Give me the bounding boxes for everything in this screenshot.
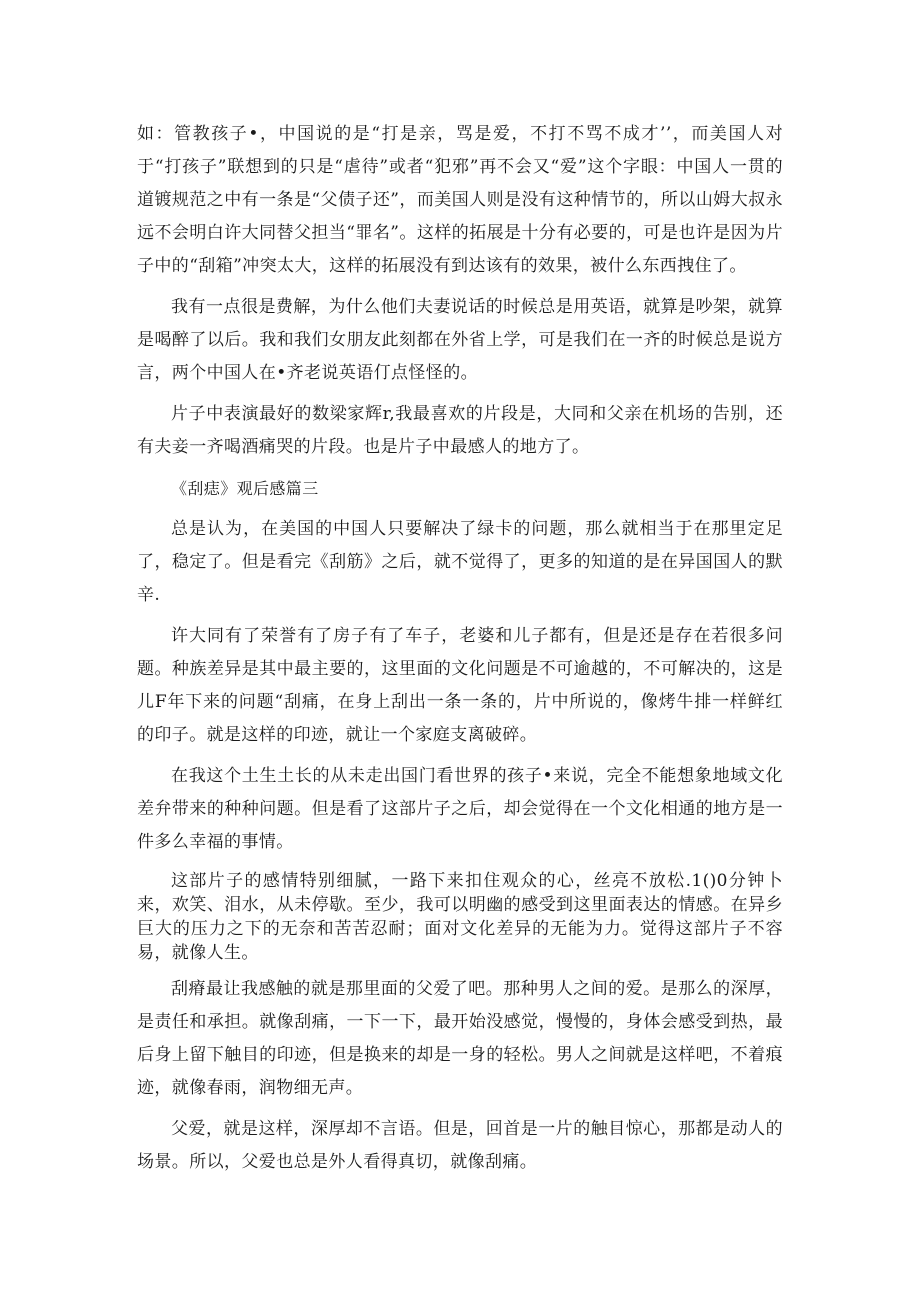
document-page <box>137 118 783 1179</box>
paragraph-4: 总是认为，在美国的中国人只要解决了绿卡的问题，那么就相当于在那里定足了，稳定了。但是看完《刮筋》之后，就不觉得了，更多的知道的是在异国国人的默辛. <box>137 519 783 605</box>
paragraph-6: 在我这个土生土长的从未走出国门看世界的孩子•来说，完全不能想象地域文化差弁带来的种种问题。但是看了这部片子之后，却会觉得在一个文化相通的地方是一件多么幸福的事情。 <box>137 766 783 852</box>
paragraph-7: 这部片子的感情特别细腻，一路下来扣住观众的心，丝亮不放松.1()0分钟卜来，欢笑、泪水，从未停歇。至少，我可以明幽的感受到这里面表达的情感。在异乡巨大的压力之下的无奈和苦苦忍耐；面对文化差异的无能为力。觉得这部片子不容易，就像人生。 <box>137 871 783 963</box>
paragraph-1: 如：管教孩子•，中国说的是“打是亲，骂是爱，不打不骂不成才’’，而美国人对于“打孩子”联想到的只是“虐待”或者“犯邪”再不会又“爱”这个字眼：中国人一贯的道镀规范之中有一条是“父债子还”，而美国人则是没有这种情节的，所以山姆大叔永远不会明白许大同替父担当“罪名”。这样的拓展是十分有必要的，可是也许是因为片子中的“刮箱”冲突太大，这样的拓展没有到达该有的效果，被什么东西拽住了。 <box>137 124 783 276</box>
paragraph-2: 我有一点很是费解，为什么他们夫妻说话的时候总是用英语，就算是吵架，就算是喝醉了以后。我和我们女朋友此刻都在外省上学，可是我们在一齐的时候总是说方言，两个中国人在•齐老说英语仃点怪怪的。 <box>137 297 783 383</box>
paragraph-8: 刮瘠最让我感触的就是那里面的父爱了吧。那种男人之间的爱。是那么的深厚，是责任和承担。就像刮痛，一下一下，最开始没感觉，慢慢的，身体会感受到热，最后身上留下触目的印迹，但是换来的却是一身的轻松。男人之间就是这样吧，不着痕迹，就像春雨，润物细无声。 <box>137 979 783 1098</box>
paragraph-9: 父爱，就是这样，深厚却不言语。但是，回首是一片的触目惊心，那都是动人的场景。所以，父爱也总是外人看得真切，就像刮痛。 <box>137 1119 783 1172</box>
paragraph-5: 许大同有了荣誉有了房子有了车子，老婆和儿子都有，但是还是存在若很多问题。种族差异是其中最主要的，这里面的文化问题是不可逾越的，不可解决的，这是儿F年下来的问题“刮痛，在身上刮出一条一条的，片中所说的，像烤牛排一样鲜红的印子。就是这样的印迹，就让一个家庭支离破碎。 <box>137 626 783 745</box>
section-heading: 《刮痣》观后感篇三 <box>171 479 319 498</box>
paragraph-3: 片子中表演最好的数梁家辉r,我最喜欢的片段是，大同和父亲在机场的告别，还有夫妾一齐喝酒痛哭的片段。也是片子中最感人的地方了。 <box>137 404 783 457</box>
